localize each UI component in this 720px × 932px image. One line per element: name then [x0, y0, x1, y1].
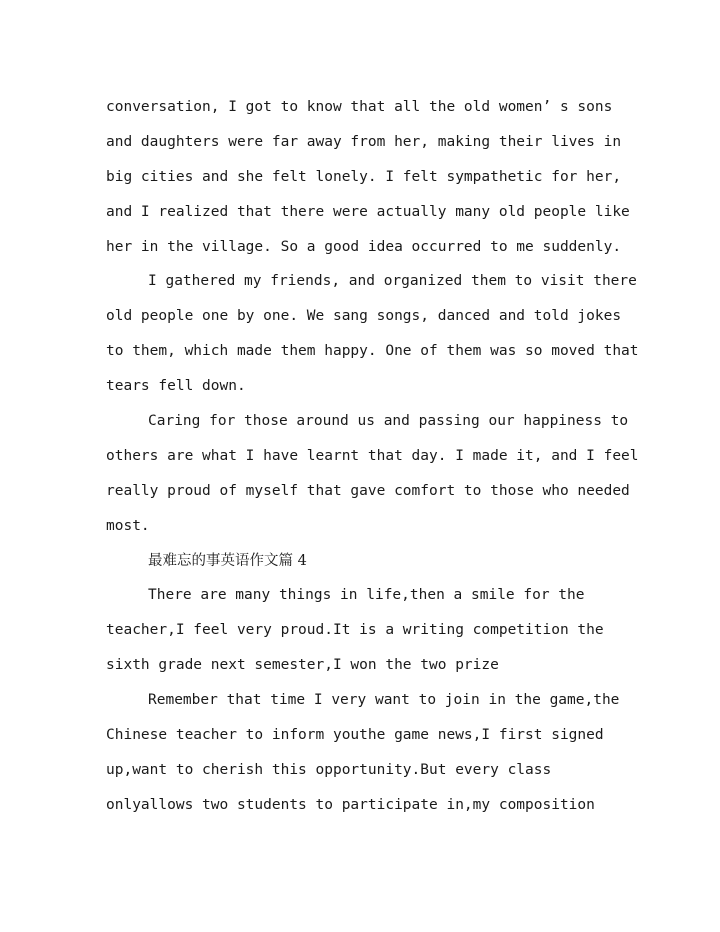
- text-line: Chinese teacher to inform youthe game news,I first signed: [106, 727, 604, 744]
- text-line: big cities and she felt lonely. I felt sympathetic for her,: [106, 168, 622, 185]
- text-line: to them, which made them happy. One of them was so moved that: [106, 343, 639, 360]
- text-line: teacher,I feel very proud.It is a writing competition the: [106, 622, 604, 639]
- text-line: conversation, I got to know that all the old women’ s sons: [106, 99, 613, 115]
- document-body: [106, 90, 639, 823]
- text-line: I gathered my friends, and organized them to visit there: [148, 273, 637, 290]
- text-line: sixth grade next semester,I won the two prize: [106, 657, 499, 674]
- text-line: Remember that time I very want to join in the game,the: [148, 692, 620, 709]
- text-line: There are many things in life,then a smile for the: [148, 587, 585, 604]
- paragraph-2: [106, 264, 639, 404]
- paragraph-4: [106, 578, 626, 683]
- text-line: and I realized that there were actually many old people like: [106, 203, 630, 220]
- paragraph-1: [106, 90, 630, 264]
- text-line: most.: [106, 517, 150, 534]
- text-line: and daughters were far away from her, making their lives in: [106, 133, 622, 150]
- text-line: Caring for those around us and passing our happiness to: [148, 413, 629, 430]
- text-line: others are what I have learnt that day. I made it, and I feel: [106, 447, 639, 464]
- text-line: tears fell down.: [106, 378, 246, 395]
- text-line: her in the village. So a good idea occurred to me suddenly.: [106, 238, 622, 255]
- paragraph-5: [106, 683, 626, 823]
- section-heading-text: 最难忘的事英语作文篇 4: [148, 552, 307, 569]
- section-heading: [106, 544, 626, 579]
- text-line: up,want to cherish this opportunity.But every class: [106, 761, 552, 778]
- text-line: onlyallows two students to participate in,my composition: [106, 796, 595, 813]
- text-line: old people one by one. We sang songs, danced and told jokes: [106, 308, 622, 325]
- text-line: really proud of myself that gave comfort to those who needed: [106, 482, 630, 499]
- paragraph-3: [106, 404, 639, 544]
